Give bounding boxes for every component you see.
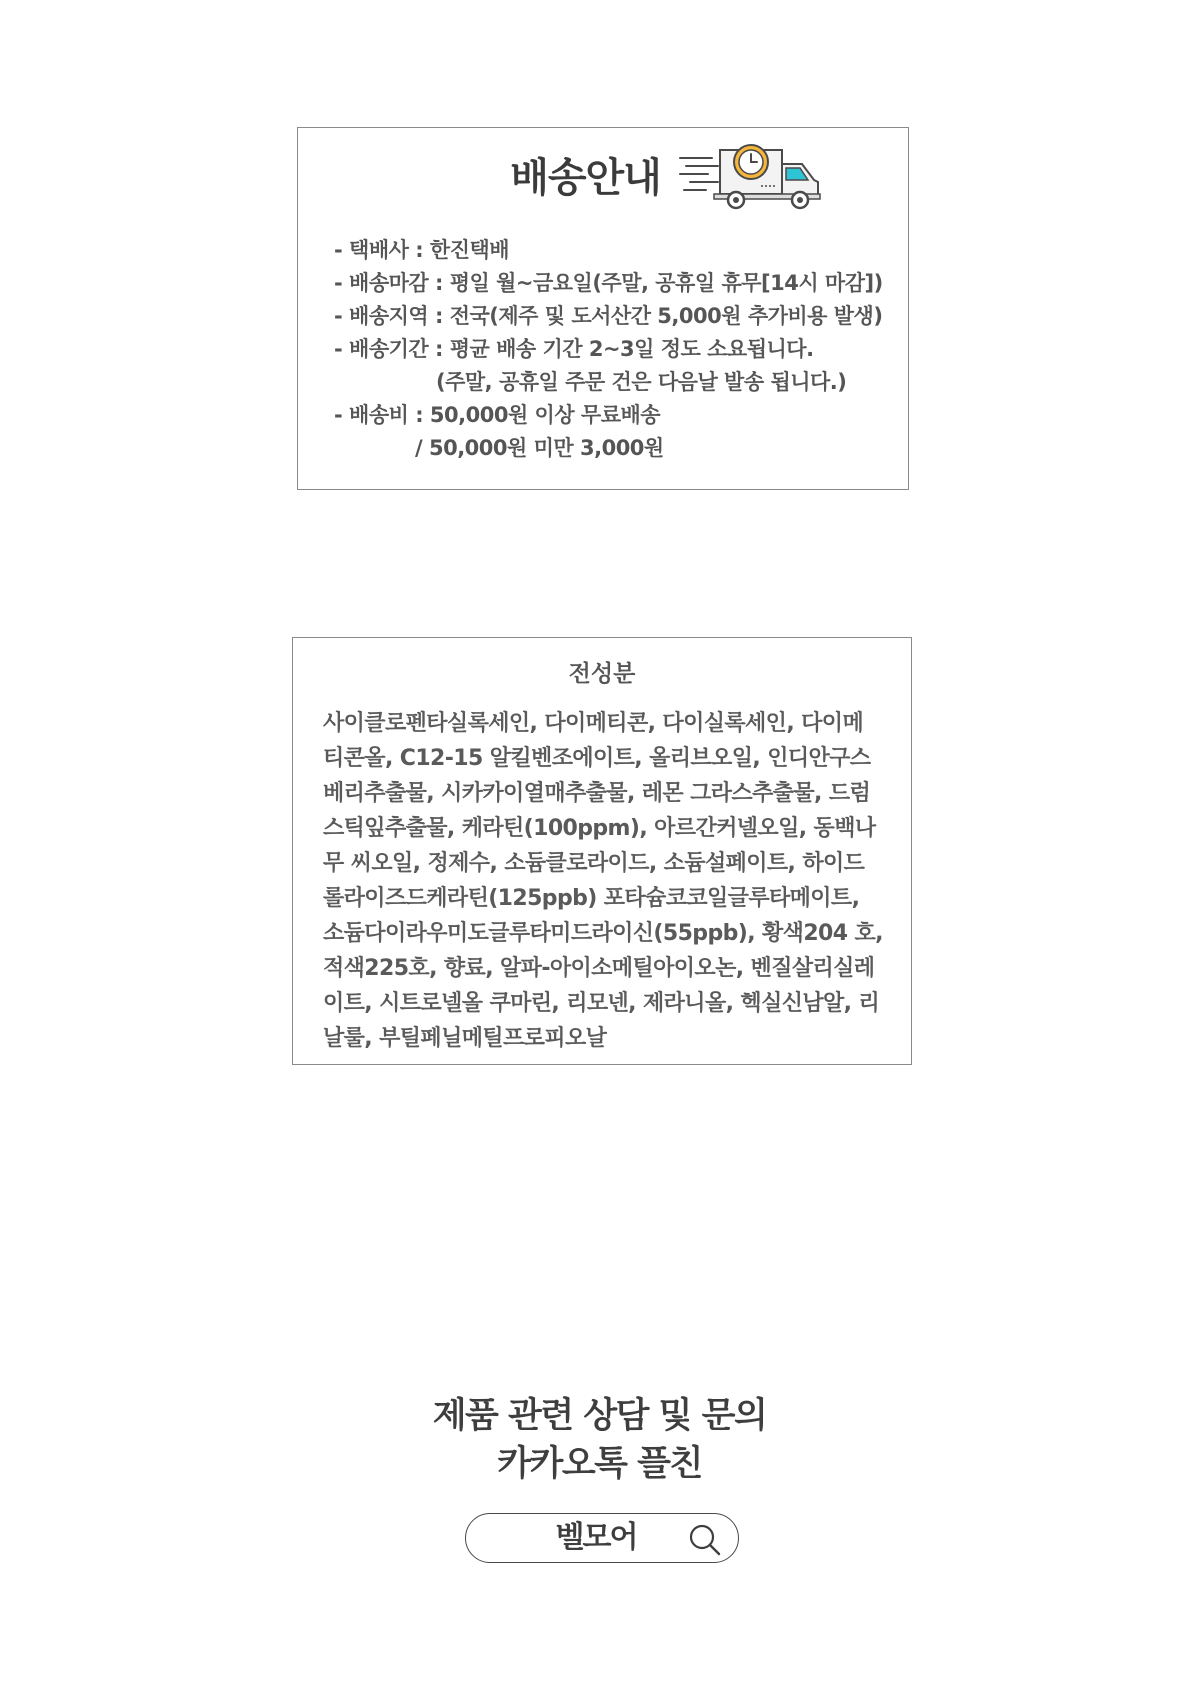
shipping-info-box	[297, 127, 909, 490]
shipping-fee-note: / 50,000원 미만 3,000원	[415, 436, 664, 460]
contact-line-1: 제품 관련 상담 및 문의	[432, 1396, 767, 1436]
ingredients-box	[292, 637, 912, 1065]
shipping-period-item: - 배송기간 : 평균 배송 기간 2~3일 정도 소요됩니다.	[334, 337, 814, 361]
contact-line-2: 카카오톡 플친	[497, 1444, 702, 1484]
shipping-fee-item: - 배송비 : 50,000원 이상 무료배송	[334, 403, 661, 427]
shipping-details-list	[334, 234, 883, 465]
shipping-courier-item: - 택배사 : 한진택배	[334, 238, 510, 262]
delivery-truck-clock-icon	[678, 140, 828, 212]
shipping-title: 배송안내	[510, 155, 661, 201]
search-icon	[688, 1523, 722, 1557]
ingredients-list: 사이클로펜타실록세인, 다이메티콘, 다이실록세인, 다이메티콘올, C12-15 알킬벤조에이트, 올리브오일, 인디안구스베리추출물, 시카카이열매추출물, 레몬 그라스추출물, 드럼스틱잎추출물, 케라틴(100ppm), 아르간커넬오일, 동백나무 씨오일, 정제수, 소듐클로라이드, 소듐설페이트, 하이드롤라이즈드케라틴(125ppb) 포타슘코코일글루타메이트, 소듐다이라우미도글루타미드라이신(55ppb), 황색204 호, 적색225호, 향료, 알파-아이소메틸아이오논, 벤질살리실레이트, 시트로넬올 쿠마린, 리모넨, 제라니올, 헥실신남알, 리날룰, 부틸페닐메틸프로피오날	[323, 711, 883, 1051]
ingredients-title: 전성분	[568, 661, 636, 687]
shipping-area-item: - 배송지역 : 전국(제주 및 도서산간 5,000원 추가비용 발생)	[334, 304, 883, 328]
shipping-period-note: (주말, 공휴일 주문 건은 다음날 발송 됩니다.)	[436, 370, 847, 394]
kakao-search-button[interactable]	[465, 1513, 739, 1563]
contact-heading	[0, 1392, 1199, 1488]
search-term: 벨모어	[555, 1520, 637, 1555]
shipping-cutoff-item: - 배송마감 : 평일 월~금요일(주말, 공휴일 휴무[14시 마감])	[334, 271, 883, 295]
